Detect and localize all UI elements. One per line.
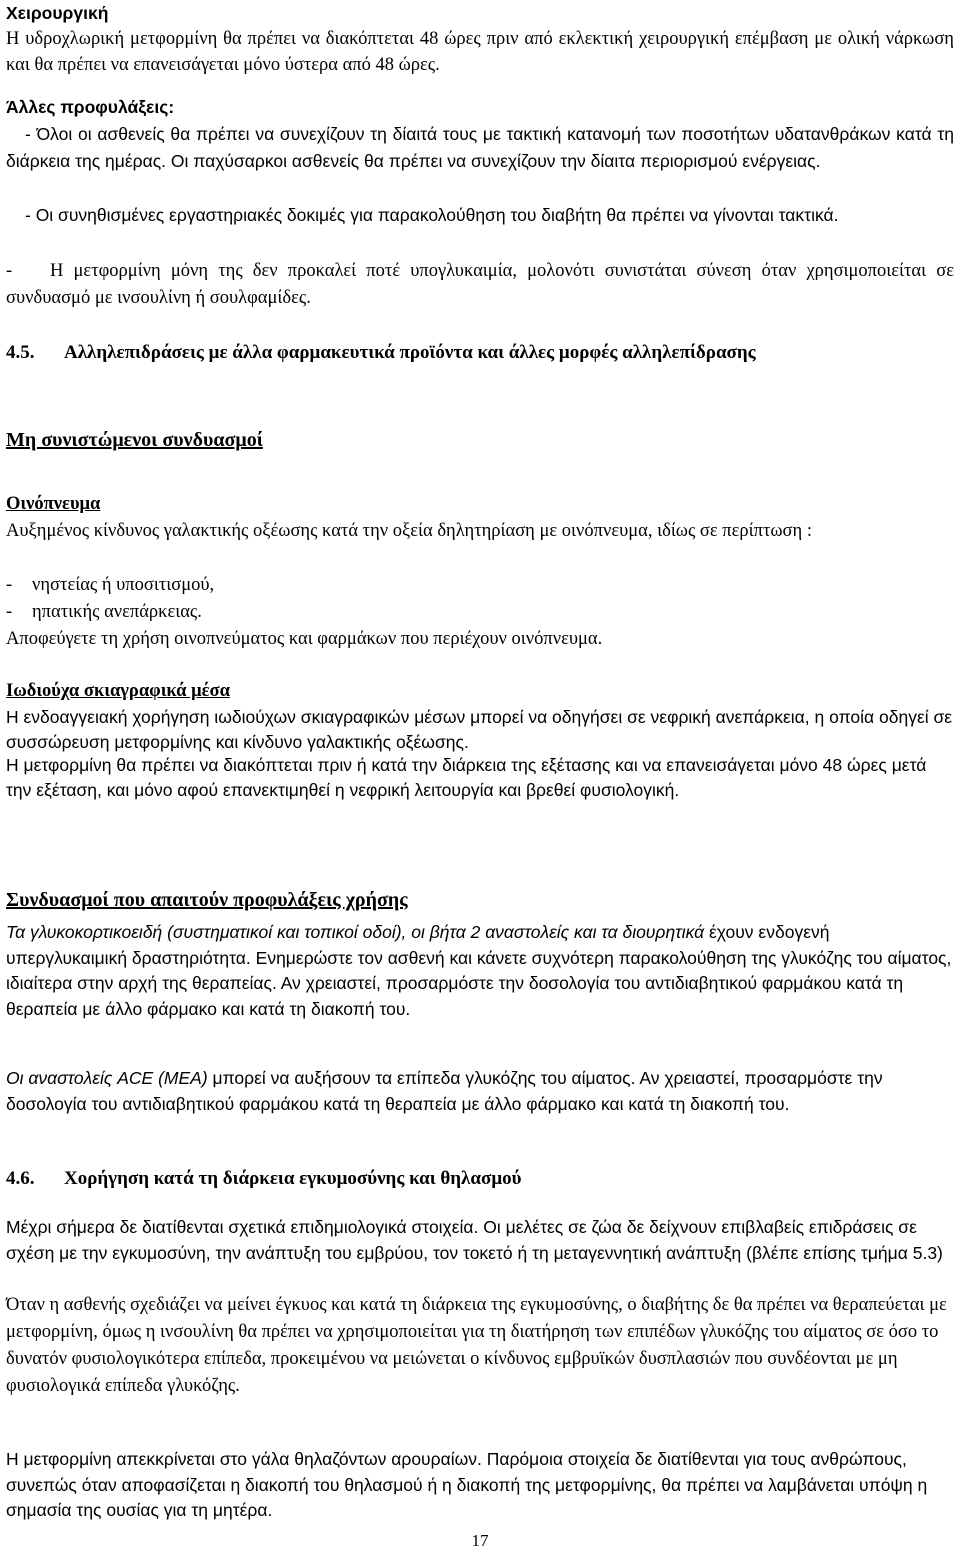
lactation-paragraph: Η μετφορμίνη απεκκρίνεται στο γάλα θηλαζόντων αρουραίων. Παρόμοια στοιχεία δε διατίθενται για τους ανθρώπους, συνεπώς όταν αποφασίζεται η διακοπή του θηλασμού ή η διακοπή της μετφορμίνης, θα πρέπει να λαμβάνεται υπόψη η σημασία της ουσίας για τη μητέρα. — [6, 1449, 928, 1520]
page-number: 17 — [471, 1531, 489, 1550]
contrast-heading: Ιωδιούχα σκιαγραφικά μέσα — [6, 681, 230, 701]
alcohol-item-2-text: ηπατικής ανεπάρκειας. — [32, 602, 202, 622]
dash-marker: - — [6, 602, 13, 622]
caution-drugs-1: Τα γλυκοκορτικοειδή (συστηματικοί και τοπικοί οδοί), οι βήτα 2 αναστολείς και τα διουρητικά — [6, 922, 705, 942]
caution-paragraph-2 — [6, 1066, 954, 1117]
precautions-item-3-text: Η μετφορμίνη μόνη της δεν προκαλεί ποτέ υπογλυκαιμία, μολονότι συνιστάται σύνεση όταν χρησιμοποιείται σε συνδυασμό με ινσουλίνη ή σουλφαμίδες. — [6, 261, 954, 308]
section-number: 4.6. — [6, 1168, 35, 1189]
alcohol-heading: Οινόπνευμα — [6, 494, 101, 514]
alcohol-item-1-text: νηστείας ή υποσιτισμού, — [32, 575, 215, 595]
precautions-item-1 — [6, 121, 954, 175]
not-recommended-heading: Μη συνιστώμενοι συνδυασμοί — [6, 429, 263, 451]
pregnancy-paragraph-2: Όταν η ασθενής σχεδιάζει να μείνει έγκυος και κατά τη διάρκεια της εγκυμοσύνης, ο διαβήτης δε θα πρέπει να θεραπεύεται με μετφορμίνη, όμως η ινσουλίνη θα πρέπει να χρησιμοποιείται για τη διατήρηση των επιπέδων γλυκόζης του αίματος σε όσο το δυνατόν φυσιολογικότερα επίπεδα, προκειμένου να μειώνεται ο κίνδυνος εμβρυϊκών δυσπλασιών που συνδέονται με μη φυσιολογικά επίπεδα γλυκόζης. — [6, 1295, 947, 1396]
caution-paragraph-1 — [6, 920, 954, 1022]
dash-marker: - — [6, 261, 13, 281]
section-number: 4.5. — [6, 342, 35, 363]
caution-text-1: έχουν ενδογενή υπεργλυκαιμική δραστηριότητα. Ενημερώστε τον ασθενή και κάνετε συχνότερη παρακολούθηση της γλυκόζης του αίματος, ιδιαίτερα στην αρχή της θεραπείας. Αν χρειαστεί, προσαρμόστε την δοσολογία του αντιδιαβητικού φαρμάκου κατά τη θεραπεία με άλλο φάρμακο και κατά τη διακοπή του. — [6, 922, 952, 1019]
alcohol-closing: Αποφεύγετε τη χρήση οινοπνεύματος και φαρμάκων που περιέχουν οινόπνευμα. — [6, 629, 603, 649]
section-title: Χορήγηση κατά τη διάρκεια εγκυμοσύνης και θηλασμού — [64, 1168, 522, 1189]
section-4-5-heading — [6, 340, 954, 366]
surgery-heading: Χειρουργική — [6, 3, 109, 23]
pregnancy-paragraph-1: Μέχρι σήμερα δε διατίθενται σχετικά επιδημιολογικά στοιχεία. Οι μελέτες σε ζώα δε δείχνουν επιβλαβείς επιδράσεις σε σχέση με την εγκυμοσύνη, την ανάπτυξη του εμβρύου, τον τοκετό ή τη μεταγεννητική ανάπτυξη (βλέπε επίσης τμήμα 5.3) — [6, 1217, 943, 1263]
alcohol-item-2 — [6, 599, 954, 626]
precautions-item-1-text: - Όλοι οι ασθενείς θα πρέπει να συνεχίζουν τη δίαιτά τους με τακτική κατανομή των ποσοτήτων υδατανθράκων κατά τη διάρκεια της ημέρας. Οι παχύσαρκοι ασθενείς θα πρέπει να συνεχίζουν την δίαιτα περιορισμού ενέργειας. — [6, 124, 954, 171]
dash-marker: - — [6, 575, 13, 595]
alcohol-item-1 — [6, 572, 954, 599]
alcohol-text: Αυξημένος κίνδυνος γαλακτικής οξέωσης κατά την οξεία δηλητηρίαση με οινόπνευμα, ιδίως σε περίπτωση : — [6, 521, 812, 541]
surgery-text: Η υδροχλωρική μετφορμίνη θα πρέπει να διακόπτεται 48 ώρες πριν από εκλεκτική χειρουργική επέμβαση με ολική νάρκωση και θα πρέπει να επανεισάγεται μόνο ύστερα από 48 ώρες. — [6, 29, 954, 75]
precautions-heading: Άλλες προφυλάξεις: — [6, 97, 175, 117]
precautions-item-3 — [6, 258, 954, 312]
contrast-text-1: Η ενδοαγγειακή χορήγηση ιωδιούχων σκιαγραφικών μέσων μπορεί να οδηγήσει σε νεφρική ανεπάρκεια, η οποία οδηγεί σε συσσώρευση μετφορμίνης και κίνδυνο γαλακτικής οξέωσης. — [6, 707, 953, 752]
caution-heading: Συνδυασμοί που απαιτούν προφυλάξεις χρήσης — [6, 889, 408, 911]
section-4-6-heading — [6, 1166, 954, 1192]
caution-drugs-2: Οι αναστολείς ACE (MEA) — [6, 1068, 208, 1088]
section-title: Αλληλεπιδράσεις με άλλα φαρμακευτικά προϊόντα και άλλες μορφές αλληλεπίδρασης — [64, 342, 756, 363]
caution-text-2: μπορεί να αυξήσουν τα επίπεδα γλυκόζης του αίματος. Αν χρειαστεί, προσαρμόστε την δοσολογία του αντιδιαβητικού φαρμάκου κατά τη θεραπεία με άλλο φάρμακο και κατά τη διακοπή του. — [6, 1068, 883, 1114]
contrast-text-2: Η μετφορμίνη θα πρέπει να διακόπτεται πριν ή κατά την διάρκεια της εξέτασης και να επανεισάγεται μόνο 48 ώρες μετά την εξέταση, και μόνο αφού επανεκτιμηθεί η νεφρική λειτουργία και βρεθεί φυσιολογική. — [6, 755, 927, 800]
precautions-item-2: - Οι συνηθισμένες εργαστηριακές δοκιμές για παρακολούθηση του διαβήτη θα πρέπει να γίνονται τακτικά. — [25, 205, 839, 225]
